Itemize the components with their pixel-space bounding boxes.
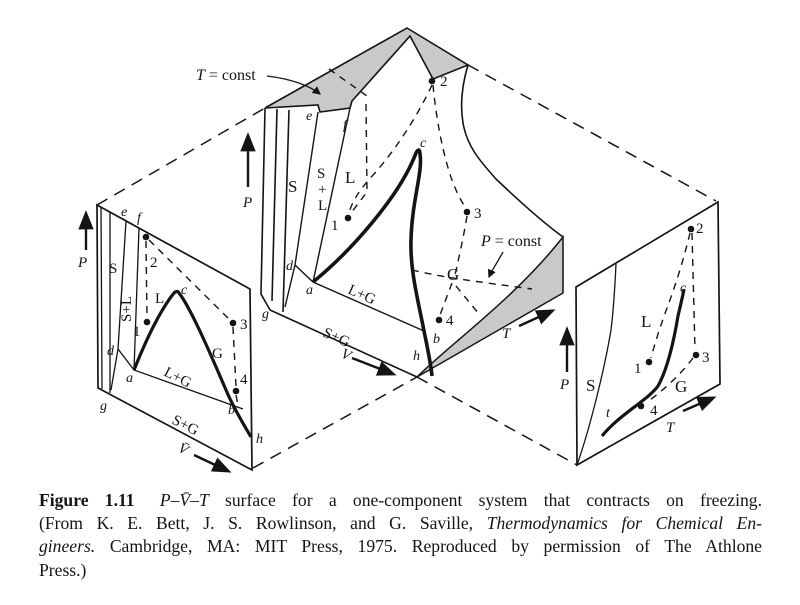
t-axis-arrow-right (683, 398, 713, 411)
surface-left-edge (261, 108, 270, 310)
region-g-label-right: G (675, 377, 688, 396)
region-lg-label-central: L+G (345, 282, 378, 309)
region-sl-label-left: S+L (119, 296, 135, 322)
point-3-dot-central (464, 209, 471, 216)
point-h-label-left: h (256, 432, 263, 447)
p-axis-label-right: P (560, 377, 570, 393)
region-g-label-central: G (447, 265, 460, 284)
point-3-label-right: 3 (702, 350, 710, 366)
region-g-label-left: G (212, 346, 223, 362)
left-dash-4-b (236, 395, 238, 405)
point-4-dot-left (233, 388, 240, 395)
region-l-label-left: L (155, 291, 165, 307)
point-f-label-left: f (137, 211, 141, 226)
solidus-line-e-d (295, 112, 318, 265)
region-s-label-left: S (109, 261, 118, 277)
v-axis-arrow-central (352, 358, 393, 374)
right-dash-2-3 (692, 233, 695, 350)
point-1-label-left: 1 (133, 324, 141, 340)
point-1-dot-right (646, 359, 653, 366)
region-s-label-right: S (586, 376, 596, 395)
region-s-label-central: S (288, 177, 298, 196)
v-axis-label-left: V̄ (175, 440, 191, 459)
point-3-dot-left (230, 320, 237, 327)
point-4-dot-right (638, 403, 645, 410)
caption-book-title-2: gineers. (39, 536, 96, 557)
caption-book-title-1: Thermodynamics for Chemical En- (486, 513, 763, 534)
t-axis-label-central: T (502, 326, 511, 342)
point-1-dot-left (144, 319, 151, 326)
p-const-arrow (489, 252, 503, 277)
caption-title-text: surface for a one-component system that contracts on freezing. (225, 490, 762, 510)
point-f-label-central: f (343, 118, 347, 133)
point-3-label-central: 3 (474, 206, 482, 222)
p-const-plane-gray (417, 237, 563, 377)
region-sl-plus-central: + (318, 182, 327, 198)
point-a-label-central: a (306, 283, 313, 298)
point-4-label-central: 4 (446, 313, 454, 329)
caption-var-p: P (159, 490, 171, 510)
isotherm-dash-v-right (456, 286, 479, 314)
caption-line-1 (39, 489, 762, 512)
region-sg-label-central: S+G (320, 325, 353, 351)
region-lg-label-left: L+G (161, 364, 194, 392)
point-1-dot-central (345, 215, 352, 222)
top-surface-gray (265, 28, 468, 112)
isotherm-dash-f (351, 104, 367, 213)
left-inner-edge (101, 207, 102, 389)
projection-line-bottom-right (417, 377, 577, 465)
point-4-label-right: 4 (650, 403, 658, 419)
p-const-annotation: P = const (481, 233, 542, 250)
region-l-label-central: L (345, 168, 356, 187)
projection-lines (97, 65, 716, 468)
point-c-label-right: c (680, 281, 687, 296)
point-4-label-left: 4 (240, 372, 248, 388)
point-2-dot-right (688, 226, 695, 233)
region-sl-l-central: L (318, 198, 328, 214)
p-axis-label-central: P (243, 195, 253, 211)
caption-figure-number: Figure 1.11 (39, 490, 135, 510)
caption-press-text: Press.) (39, 559, 87, 580)
caption-line-2 (39, 512, 762, 535)
left-dash-2-1 (146, 241, 147, 318)
point-b-label-left: b (228, 403, 235, 418)
point-e-label-central: e (306, 109, 313, 124)
caption-dash-2: – (190, 490, 199, 510)
point-e-label-left: e (121, 205, 128, 220)
point-c-label-left: c (181, 283, 188, 298)
t-const-annotation: T = const (196, 67, 256, 84)
point-3-dot-right (693, 352, 700, 359)
point-2-label-central: 2 (440, 74, 448, 90)
surface-s-left-line (283, 110, 289, 312)
point-t-label-right: t (606, 406, 610, 421)
v-axis-arrow-left (194, 455, 228, 471)
point-c-label-central: c (420, 136, 427, 151)
region-l-label-right: L (641, 312, 652, 331)
projection-line-bottom-left (253, 377, 417, 468)
point-4-dot-central (436, 317, 443, 324)
point-3-label-left: 3 (240, 317, 248, 333)
point-h-label-central: h (413, 349, 420, 364)
caption-dash-1: – (170, 490, 180, 510)
point-a-label-left: a (126, 371, 133, 386)
region-sg-label-left: S+G (169, 412, 202, 440)
p-axis-label-left: P (78, 255, 88, 271)
point-2-label-right: 2 (696, 221, 704, 237)
point-2-dot-left (143, 234, 150, 241)
region-sl-s-central: S (317, 166, 326, 182)
caption-var-t: T (198, 490, 209, 510)
right-pt-diagram (559, 202, 720, 465)
left-pv-diagram (77, 205, 263, 471)
projection-line-top-left (97, 108, 265, 205)
surface-left-inner-line (272, 109, 277, 301)
point-2-dot-central (429, 78, 436, 85)
point-g-label-left: g (100, 399, 107, 414)
caption-source-text: (From K. E. Bett, J. S. Rowlinson, and G. Saville, (39, 513, 474, 534)
point-d-label-left: d (107, 344, 114, 359)
caption-publisher-text: Cambridge, MA: MIT Press, 1975. Reproduced by permission of The Athlone (109, 536, 762, 557)
right-outline (576, 202, 720, 465)
v-axis-label-central: V (338, 346, 354, 365)
left-dash-3-4 (233, 327, 236, 387)
left-solidus-line (118, 221, 126, 349)
caption-line-3 (39, 535, 762, 558)
caption-line-4 (39, 559, 762, 582)
isotherm-dash-v-4 (440, 283, 452, 315)
point-1-label-central: 1 (331, 218, 339, 234)
right-fusion-line (577, 264, 616, 465)
figure-caption (39, 489, 762, 582)
projection-line-top-right (468, 65, 716, 201)
left-outline (97, 205, 252, 470)
point-g-label-central: g (262, 307, 269, 322)
point-b-label-central: b (433, 332, 440, 347)
point-d-label-central: d (286, 259, 293, 274)
isobar-trace-dash (412, 270, 532, 289)
point-1-label-right: 1 (634, 361, 642, 377)
caption-var-v: V̄ (179, 490, 191, 510)
point-2-label-left: 2 (150, 255, 158, 271)
t-axis-label-right: T (666, 420, 675, 436)
